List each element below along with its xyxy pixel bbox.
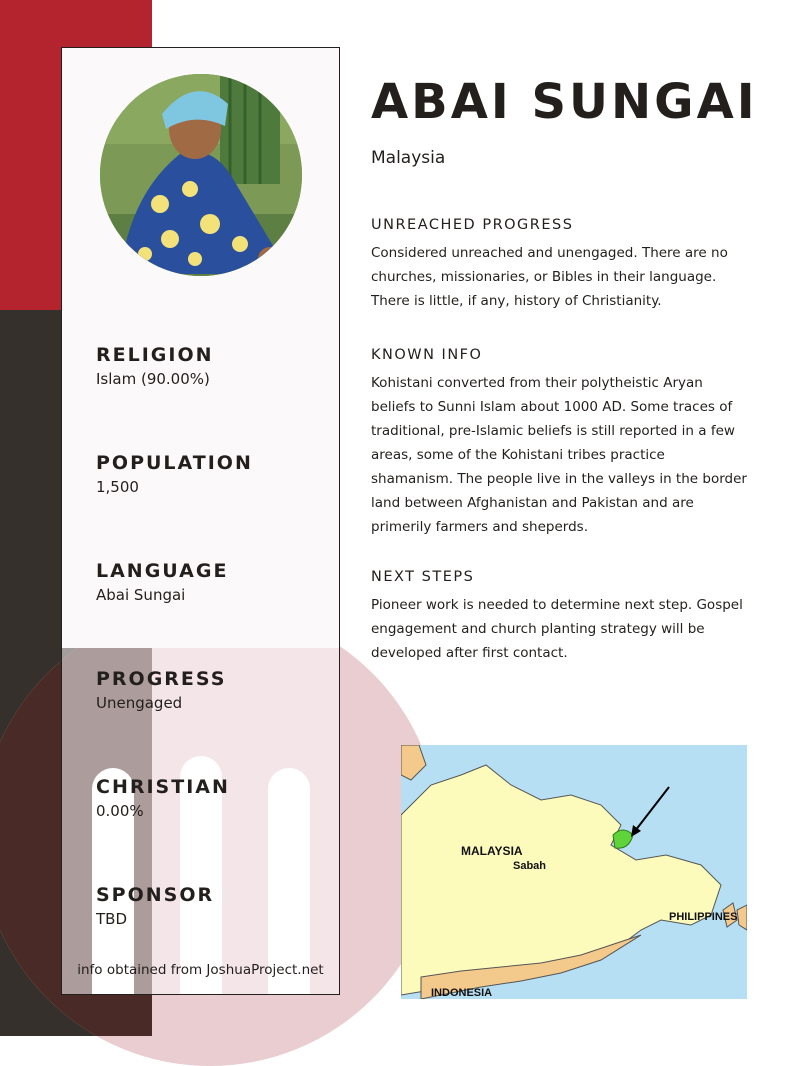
people-group-title: ABAI SUNGAI xyxy=(371,74,758,130)
stat-christian xyxy=(96,776,230,820)
stat-value: 0.00% xyxy=(96,802,144,820)
location-map xyxy=(401,745,747,999)
section-body: Kohistani converted from their polytheistic Aryan beliefs to Sunni Islam about 1000 AD. Some traces of traditional, pre-Islamic beliefs is still reported in a few areas, some of the Kohistani tribes practice shamanism. The people live in the valleys in the border land between Afghanistan and Pakistan and are primerily farmers and sheperds. xyxy=(371,375,747,535)
profile-card xyxy=(61,47,340,995)
map-illustration xyxy=(401,745,747,999)
portrait-illustration xyxy=(100,74,302,276)
stat-label: PROGRESS xyxy=(96,668,227,690)
country-subtitle: Malaysia xyxy=(371,148,446,168)
stat-label: LANGUAGE xyxy=(96,560,229,582)
stat-population xyxy=(96,452,253,496)
source-note: info obtained from JoshuaProject.net xyxy=(77,962,324,978)
stat-progress xyxy=(96,668,226,712)
map-label-philippines: PHILIPPINES xyxy=(669,911,738,923)
map-label-indonesia: INDONESIA xyxy=(431,987,493,999)
map-label-sabah: Sabah xyxy=(513,860,547,872)
decorative-pillar xyxy=(268,768,310,995)
stat-label: CHRISTIAN xyxy=(96,776,230,798)
section-next-steps xyxy=(371,569,751,665)
stat-label: POPULATION xyxy=(96,452,253,474)
map-label-malaysia: MALAYSIA xyxy=(461,844,523,858)
section-body: Pioneer work is needed to determine next step. Gospel engagement and church planting strategy will be developed after first contact. xyxy=(371,597,743,661)
stat-label: RELIGION xyxy=(96,344,214,366)
stat-label: SPONSOR xyxy=(96,884,215,906)
section-known-info xyxy=(371,347,751,539)
stat-language xyxy=(96,560,228,604)
stat-value: Islam (90.00%) xyxy=(96,370,210,388)
stat-value: Unengaged xyxy=(96,694,183,712)
stat-religion xyxy=(96,344,214,388)
stat-value: TBD xyxy=(96,910,128,928)
section-heading: UNREACHED PROGRESS xyxy=(371,217,574,233)
stat-sponsor xyxy=(96,884,214,928)
section-heading: KNOWN INFO xyxy=(371,347,483,363)
portrait-photo xyxy=(100,74,302,276)
section-heading: NEXT STEPS xyxy=(371,569,475,585)
stat-value: 1,500 xyxy=(96,478,139,496)
section-unreached-progress xyxy=(371,217,751,313)
section-body: Considered unreached and unengaged. There are no churches, missionaries, or Bibles in their language. There is little, if any, history of Christianity. xyxy=(371,245,728,309)
stat-value: Abai Sungai xyxy=(96,586,186,604)
